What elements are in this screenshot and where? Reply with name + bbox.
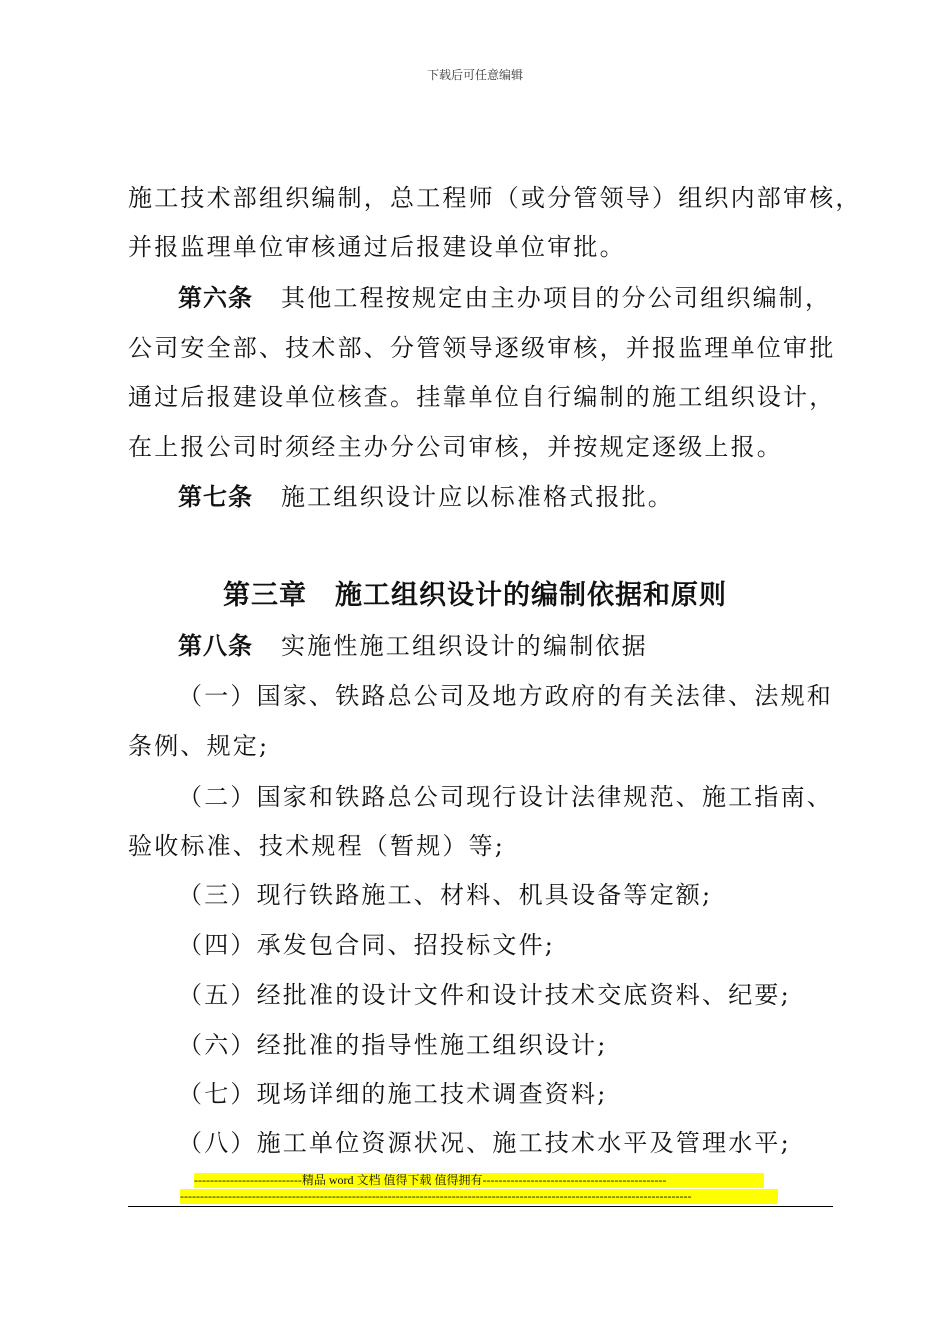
footer-banner: ---------------------------精品 word 文档 值得下载 值得拥有---------------------------------------------- xyxy=(194,1173,764,1188)
article-6 xyxy=(178,283,838,313)
article-8 xyxy=(178,631,838,661)
article-6-text: 其他工程按规定由主办项目的分公司组织编制， xyxy=(281,284,832,312)
text-line: 通过后报建设单位核查。挂靠单位自行编制的施工组织设计， xyxy=(128,383,836,411)
chapter-title: 施工组织设计的编制依据和原则 xyxy=(335,580,727,611)
page-header-note: 下载后可任意编辑 xyxy=(426,68,523,82)
list-item: （一）国家、铁路总公司及地方政府的有关法律、法规和 xyxy=(178,682,833,710)
article-7-text: 施工组织设计应以标准格式报批。 xyxy=(281,483,674,511)
list-item: （四）承发包合同、招投标文件; xyxy=(178,931,556,959)
footer-banner-dashes: -------------------------------------------------------------------------------------------------------------------------------- xyxy=(180,1189,778,1204)
article-8-text: 实施性施工组织设计的编制依据 xyxy=(281,632,648,660)
list-item: （八）施工单位资源状况、施工技术水平及管理水平; xyxy=(178,1129,791,1157)
chapter-number: 第三章 xyxy=(223,580,307,611)
chapter-heading xyxy=(0,578,950,614)
list-item: （七）现场详细的施工技术调查资料; xyxy=(178,1080,608,1108)
list-item-continuation: 条例、规定; xyxy=(128,732,270,760)
footer-divider xyxy=(128,1206,833,1207)
article-7 xyxy=(178,482,838,512)
list-item: （二）国家和铁路总公司现行设计法律规范、施工指南、 xyxy=(178,783,833,811)
list-item: （五）经批准的设计文件和设计技术交底资料、纪要; xyxy=(178,981,791,1009)
article-7-label: 第七条 xyxy=(178,483,253,511)
article-6-label: 第六条 xyxy=(178,284,253,312)
list-item: （三）现行铁路施工、材料、机具设备等定额; xyxy=(178,881,713,909)
text-line: 并报监理单位审核通过后报建设单位审批。 xyxy=(128,233,626,261)
list-item: （六）经批准的指导性施工组织设计; xyxy=(178,1031,608,1059)
text-line: 施工技术部组织编制，总工程师（或分管领导）组织内部审核， xyxy=(128,184,862,212)
text-line: 在上报公司时须经主办分公司审核，并按规定逐级上报。 xyxy=(128,433,783,461)
article-8-label: 第八条 xyxy=(178,632,253,660)
list-item-continuation: 验收标准、技术规程（暂规）等; xyxy=(128,832,506,860)
text-line: 公司安全部、技术部、分管领导逐级审核，并报监理单位审批 xyxy=(128,334,836,362)
